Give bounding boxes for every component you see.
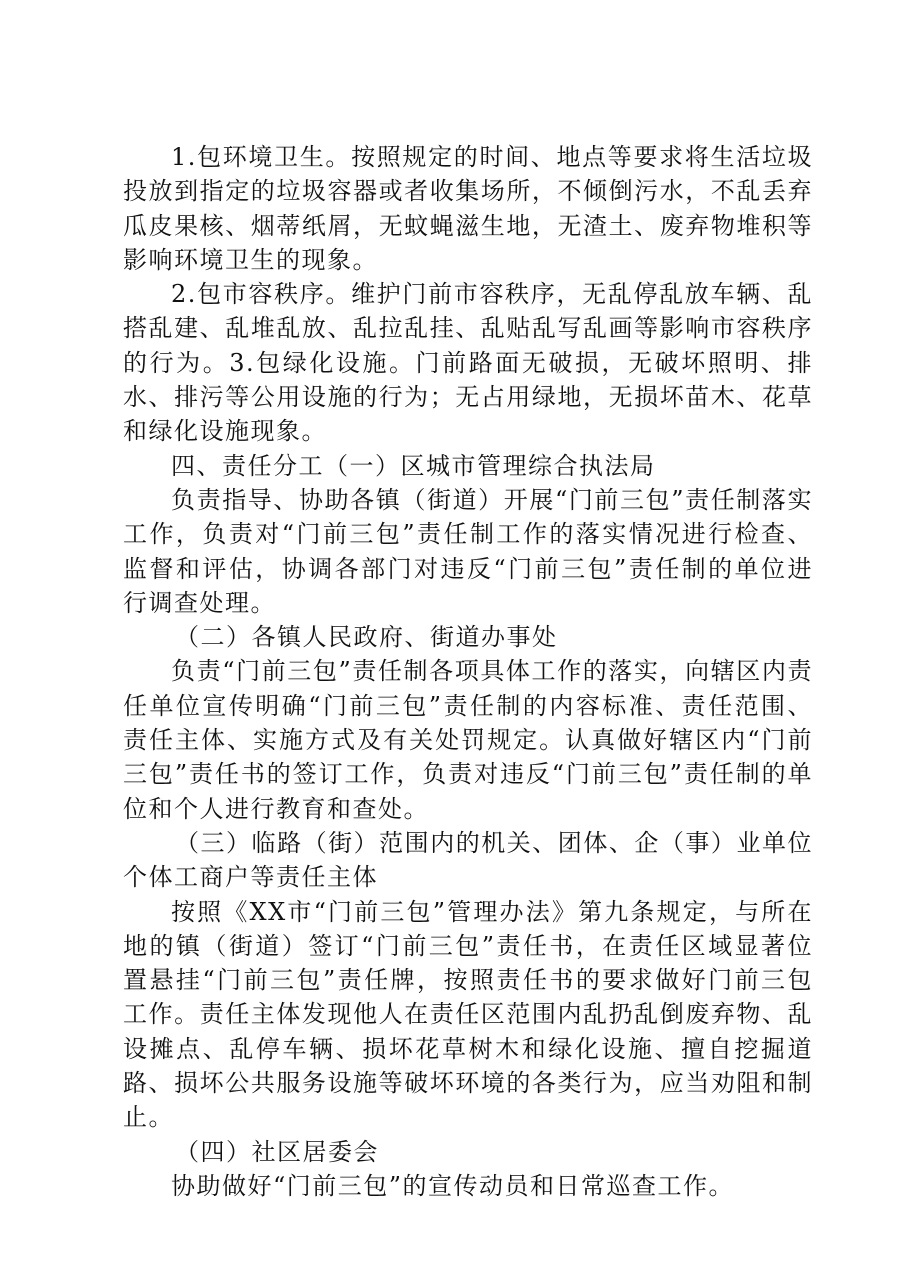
paragraph-responsible-entities: 按照《XX市“门前三包”管理办法》第九条规定，与所在地的镇（街道）签订“门前三包”责任书，在责任区域显著位置悬挂“门前三包”责任牌，按照责任书的要求做好门前三包工作。责任主体发现他人在责任区范围内乱扔乱倒废弃物、乱设摊点、乱停车辆、损坏花草树木和绿化设施、擅自挖掘道路、损坏公共服务设施等破坏环境的各类行为，应当劝阻和制止。	[123, 897, 813, 1132]
subheading-town-government: （二）各镇人民政府、街道办事处	[175, 623, 558, 652]
paragraph-town-government: 负责“门前三包”责任制各项具体工作的落实，向辖区内责任单位宣传明确“门前三包”责任制的内容标准、责任范围、责任主体、实施方式及有关处罚规定。认真做好辖区内“门前三包”责任书的签订工作，负责对违反“门前三包”责任制的单位和个人进行教育和查处。	[123, 657, 813, 823]
subheading-community-committee: （四）社区居委会	[175, 1137, 379, 1166]
subheading-responsible-entities: （三）临路（街）范围内的机关、团体、企（事）业单位个体工商户等责任主体	[123, 828, 813, 892]
section-heading-responsibility: 四、责任分工（一）区城市管理综合执法局	[171, 451, 656, 480]
paragraph-environment-hygiene: 1.包环境卫生。按照规定的时间、地点等要求将生活垃圾投放到指定的垃圾容器或者收集场所，不倾倒污水，不乱丢弃瓜皮果核、烟蒂纸屑，无蚊蝇滋生地，无渣土、废弃物堆积等影响环境卫生的现象。	[123, 143, 813, 274]
document-body	[123, 140, 813, 1203]
paragraph-enforcement-bureau: 负责指导、协助各镇（街道）开展“门前三包”责任制落实工作，负责对“门前三包”责任制工作的落实情况进行检查、监督和评估，协调各部门对违反“门前三包”责任制的单位进行调查处理。	[123, 485, 813, 617]
paragraph-city-order-greening: 2.包市容秩序。维护门前市容秩序，无乱停乱放车辆、乱搭乱建、乱堆乱放、乱拉乱挂、乱贴乱写乱画等影响市容秩序的行为。3.包绿化设施。门前路面无破损，无破坏照明、排水、排污等公用设施的行为；无占用绿地，无损坏苗木、花草和绿化设施现象。	[123, 280, 813, 446]
paragraph-community-committee: 协助做好“门前三包”的宣传动员和日常巡查工作。	[171, 1171, 735, 1200]
